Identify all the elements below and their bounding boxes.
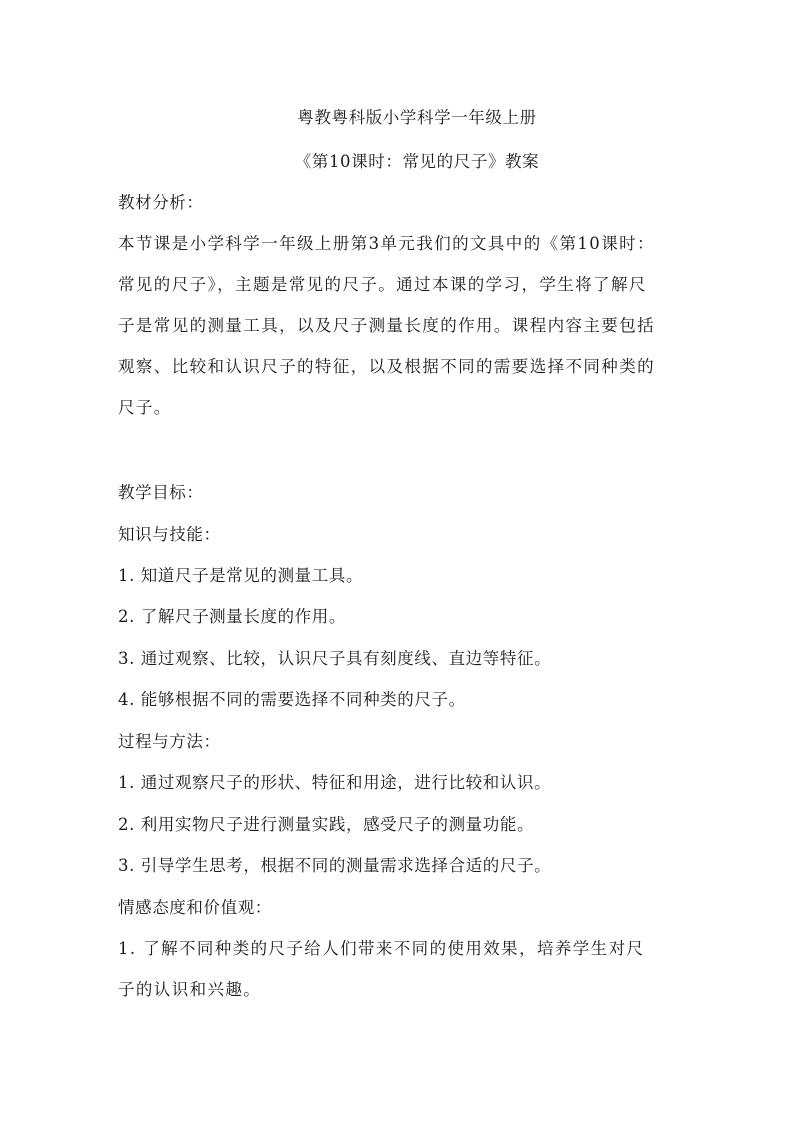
attitude-item-line: 1. 了解不同种类的尺子给人们带来不同的使用效果，培养学生对尺 [118, 939, 645, 958]
analysis-paragraph-line: 尺子。 [118, 398, 172, 417]
knowledge-item: 3. 通过观察、比较，认识尺子具有刻度线、直边等特征。 [118, 649, 552, 668]
document-title: 粤教粤科版小学科学一年级上册 [297, 108, 537, 127]
analysis-paragraph-line: 子是常见的测量工具，以及尺子测量长度的作用。课程内容主要包括 [118, 316, 655, 335]
process-heading: 过程与方法： [118, 732, 221, 751]
knowledge-item: 2. 了解尺子测量长度的作用。 [118, 607, 346, 626]
document-subtitle: 《第10课时：常见的尺子》教案 [294, 152, 540, 171]
analysis-paragraph-line: 常见的尺子》，主题是常见的尺子。通过本课的学习，学生将了解尺 [118, 275, 647, 294]
attitude-item-line: 子的认识和兴趣。 [118, 980, 262, 999]
attitude-heading: 情感态度和价值观： [118, 898, 272, 917]
analysis-paragraph-line: 本节课是小学科学一年级上册第3单元我们的文具中的《第10课时： [118, 234, 655, 253]
process-item: 2. 利用实物尺子进行测量实践，感受尺子的测量功能。 [118, 815, 535, 834]
process-item: 3. 引导学生思考，根据不同的测量需求选择合适的尺子。 [118, 856, 552, 875]
analysis-heading: 教材分析： [118, 193, 204, 212]
process-item: 1. 通过观察尺子的形状、特征和用途，进行比较和认识。 [118, 773, 552, 792]
knowledge-heading: 知识与技能： [118, 525, 221, 544]
goals-heading: 教学目标： [118, 483, 204, 502]
knowledge-item: 4. 能够根据不同的需要选择不同种类的尺子。 [118, 690, 466, 709]
analysis-paragraph-line: 观察、比较和认识尺子的特征，以及根据不同的需要选择不同种类的 [118, 357, 655, 376]
knowledge-item: 1. 知道尺子是常见的测量工具。 [118, 566, 364, 585]
